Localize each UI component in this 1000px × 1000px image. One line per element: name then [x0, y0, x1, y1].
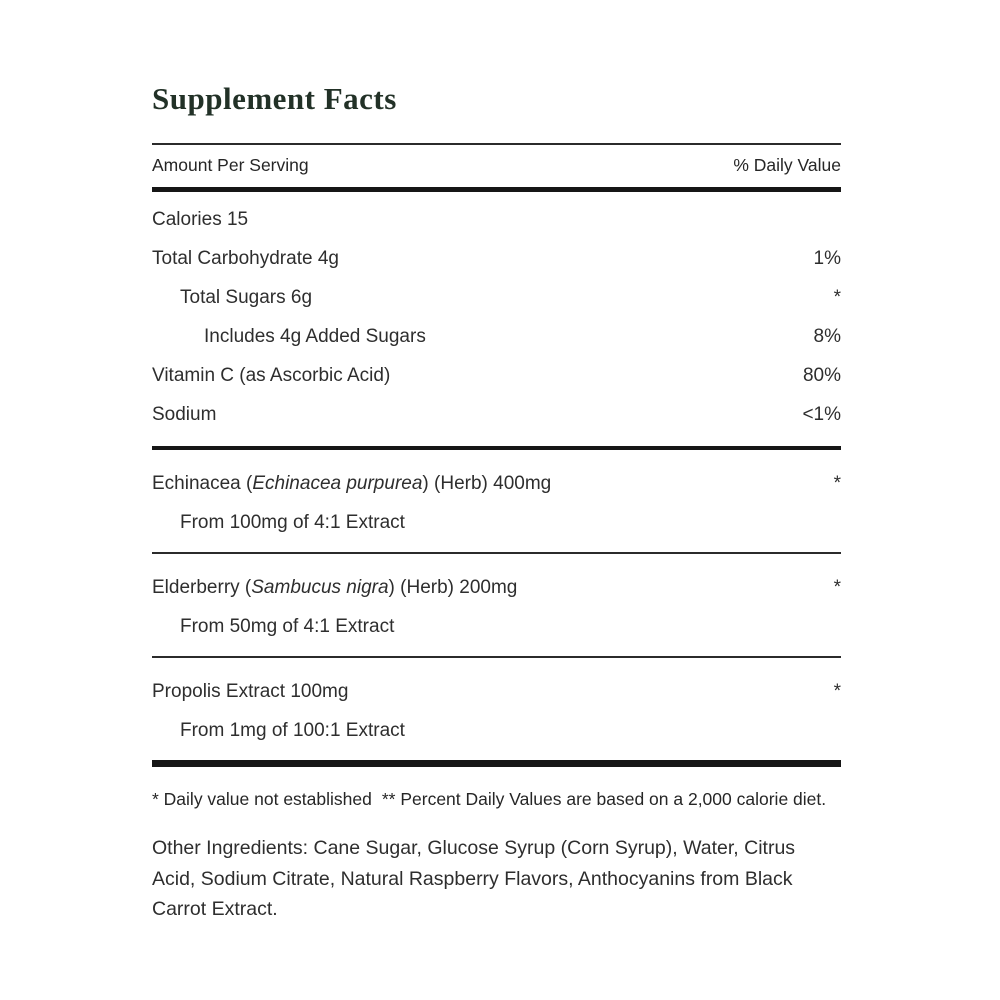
- other-ingredients: Other Ingredients: Cane Sugar, Glucose Syrup (Corn Syrup), Water, Citrus Acid, Sodium Citrate, Natural Raspberry Flavors, Anthocyanins from Black Carrot Extract.: [152, 837, 796, 920]
- nutrient-value: 8%: [813, 326, 841, 347]
- table-row-vitamin-c: [152, 356, 841, 395]
- herb-name-text: Elderberry (: [152, 577, 252, 598]
- herb-section-echinacea: [152, 450, 841, 552]
- herb-value: *: [833, 577, 841, 598]
- nutrient-label: Sodium: [152, 404, 217, 425]
- herb-name-text: Propolis Extract 100mg: [152, 681, 349, 702]
- footnote-daily-value: * Daily value not established: [152, 789, 372, 809]
- header-daily-value: % Daily Value: [733, 155, 841, 175]
- nutrient-value: 1%: [813, 248, 841, 269]
- herb-subrow: [152, 512, 841, 533]
- herb-name-text: ) (Herb) 400mg: [422, 473, 552, 494]
- table-row-added-sugars: [152, 317, 841, 356]
- nutrient-label: Includes 4g Added Sugars: [204, 326, 426, 347]
- table-row-propolis: [152, 681, 841, 702]
- page-title: Supplement Facts: [152, 81, 397, 116]
- nutrient-label: Total Sugars 6g: [180, 287, 313, 308]
- footnote: [152, 789, 841, 809]
- herb-name: [152, 473, 551, 494]
- supplement-facts-panel: [152, 80, 841, 925]
- table-row-total-carbohydrate: [152, 239, 841, 278]
- nutrient-label: Vitamin C (as Ascorbic Acid): [152, 365, 391, 386]
- herb-name-text: Echinacea (: [152, 473, 253, 494]
- herb-name: [152, 577, 517, 598]
- nutrient-value: *: [833, 287, 841, 308]
- table-header: [152, 143, 841, 192]
- herb-latin-name: Sambucus nigra: [251, 577, 389, 598]
- table-row-elderberry: [152, 577, 841, 598]
- herb-extract-note: From 1mg of 100:1 Extract: [180, 720, 405, 741]
- table-row-sodium: [152, 395, 841, 434]
- herb-value: *: [833, 473, 841, 494]
- herb-subrow: [152, 616, 841, 637]
- nutrient-table: [152, 192, 841, 446]
- nutrient-label: Total Carbohydrate 4g: [152, 248, 339, 269]
- herb-subrow: [152, 720, 841, 741]
- herb-value: *: [833, 681, 841, 702]
- divider-thick-bottom: [152, 760, 841, 767]
- nutrient-value: 80%: [802, 365, 841, 386]
- herb-section-elderberry: [152, 554, 841, 656]
- table-row-echinacea: [152, 473, 841, 494]
- nutrient-value: <1%: [802, 404, 841, 425]
- herb-extract-note: From 100mg of 4:1 Extract: [180, 512, 405, 533]
- herb-name-text: ) (Herb) 200mg: [388, 577, 518, 598]
- table-row-calories: [152, 200, 841, 239]
- herb-extract-note: From 50mg of 4:1 Extract: [180, 616, 395, 637]
- herb-latin-name: Echinacea purpurea: [252, 473, 423, 494]
- footnote-percent-daily-values: ** Percent Daily Values are based on a 2,000 calorie diet.: [381, 789, 827, 809]
- nutrient-label: Calories 15: [152, 209, 249, 230]
- header-amount-per-serving: Amount Per Serving: [152, 155, 309, 175]
- table-row-total-sugars: [152, 278, 841, 317]
- herb-section-propolis: [152, 658, 841, 760]
- herb-name: [152, 681, 348, 702]
